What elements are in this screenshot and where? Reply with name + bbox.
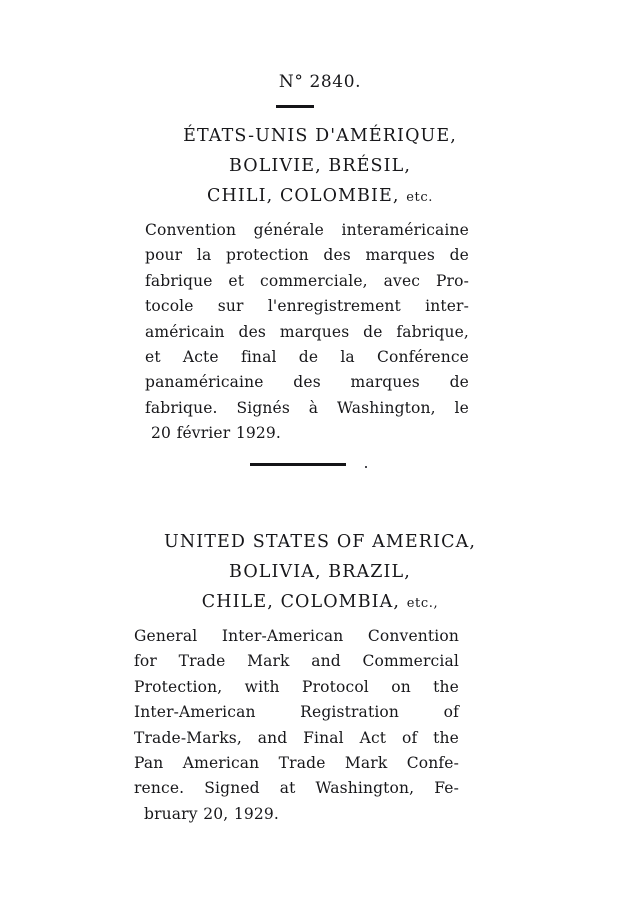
heading-line-text: BOLIVIE, BRÉSIL,	[228, 156, 411, 176]
paragraph-line: américain des marques de fabrique,	[145, 322, 469, 341]
paragraph-line: Pan American Trade Mark Confe-	[134, 754, 459, 773]
paragraph-line: fabrique. Signés à Washington, le	[145, 398, 469, 417]
english-title-paragraph	[134, 624, 459, 827]
paragraph-line: pour la protection des marques de	[145, 246, 469, 265]
paragraph-line: Protection, with Protocol on the	[134, 677, 459, 696]
french-title-paragraph	[145, 218, 469, 447]
paragraph-line: General Inter-American Convention	[134, 627, 459, 645]
heading-line-text: UNITED STATES OF AMERICA,	[164, 532, 476, 552]
scan-speck	[365, 466, 367, 468]
heading-line	[0, 528, 640, 558]
paragraph-line: et Acte final de la Conférence	[145, 348, 469, 367]
heading-line-etc: etc.	[406, 190, 433, 205]
paragraph-line: bruary 20, 1929.	[144, 804, 279, 823]
french-country-heading	[0, 122, 640, 212]
paragraph-line: fabrique et commerciale, avec Pro-	[145, 271, 469, 290]
paragraph-line: Trade-Marks, and Final Act of the	[134, 728, 459, 747]
paragraph-line: 20 février 1929.	[151, 424, 281, 443]
divider-rule-top	[276, 105, 314, 108]
heading-line	[0, 182, 640, 212]
divider-rule-middle	[250, 463, 346, 466]
english-country-heading	[0, 528, 640, 618]
paragraph-line: for Trade Mark and Commercial	[134, 652, 459, 671]
heading-line-text: CHILE, COLOMBIA,	[201, 592, 401, 612]
heading-line	[0, 152, 640, 182]
heading-line	[0, 558, 640, 588]
paragraph-line: rence. Signed at Washington, Fe-	[134, 779, 459, 798]
paragraph-line: panaméricaine des marques de	[145, 373, 469, 392]
heading-line-text: ÉTATS-UNIS D'AMÉRIQUE,	[183, 126, 457, 146]
paragraph-line: tocole sur l'enregistrement inter-	[145, 297, 469, 316]
heading-line-text: CHILI, COLOMBIE,	[207, 186, 400, 206]
heading-line	[0, 122, 640, 152]
paragraph-line: Inter-American Registration of	[134, 703, 459, 722]
paragraph-line: Convention générale interaméricaine	[145, 221, 469, 239]
treaty-number: N° 2840.	[278, 72, 362, 92]
heading-line	[0, 588, 640, 618]
heading-line-etc: etc.,	[406, 596, 439, 611]
heading-line-text: BOLIVIA, BRAZIL,	[229, 562, 411, 582]
